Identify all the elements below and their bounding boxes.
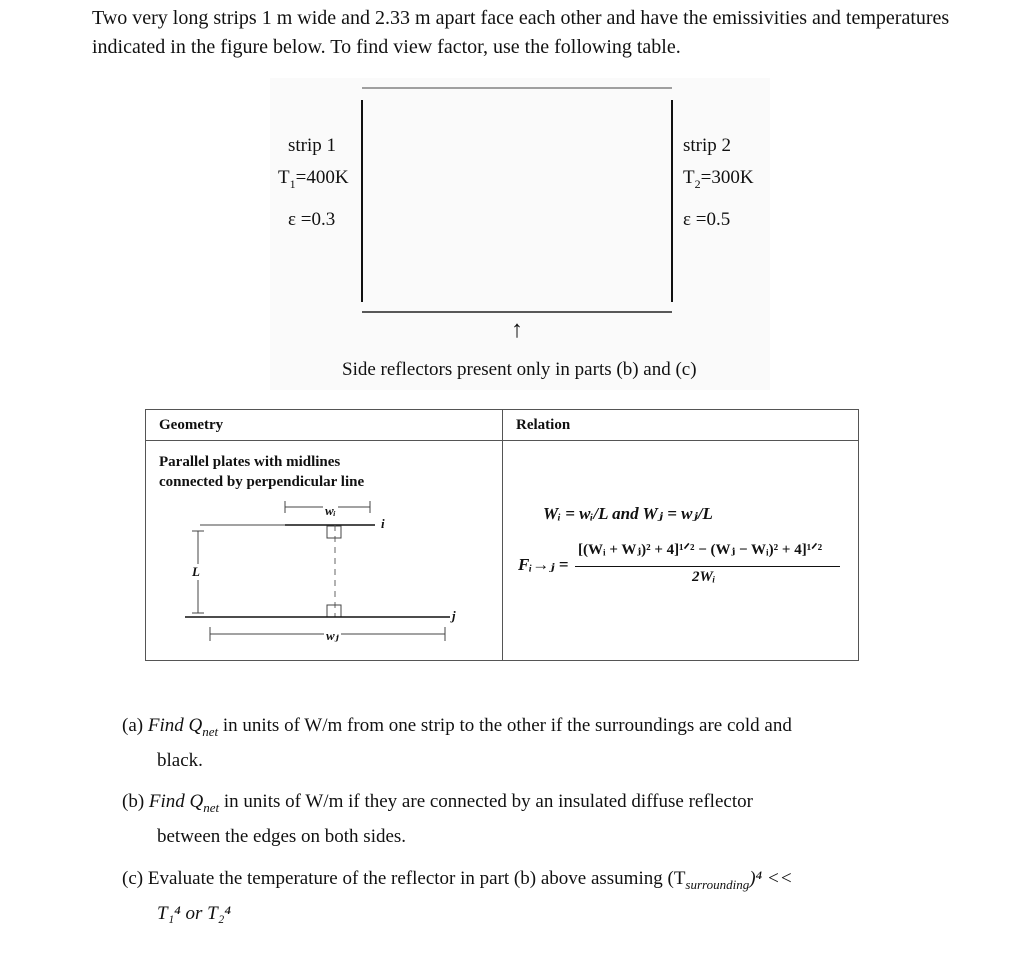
strips-diagram [270, 78, 770, 390]
strip-1-temp: $T_1=400K$ [278, 167, 349, 191]
question-c: (c) Evaluate the temperature of the reflector in part (b) above assuming $(T_{surrounding})^4$ << T₁⁴ or T₂⁴ [122, 868, 793, 924]
relation-equation-2-lhs: Fᵢ→ⱼ = [518, 555, 569, 574]
geometry-description: Parallel plates with midlines connected by perpendicular line [159, 454, 365, 490]
geometry-header: Geometry [159, 417, 224, 433]
strip-2-name: strip 2 [683, 135, 732, 156]
problem-intro: Two very long strips 1 m wide and 2.33 m apart face each other and have the emissivities and temperatures indicated in the figure below. To find view factor, use the following table. [92, 7, 950, 58]
strip-1-name: strip 1 [288, 135, 337, 156]
relation-header: Relation [516, 417, 571, 433]
plate-i-label: i [381, 516, 385, 531]
relation-equation-1: Wᵢ = wᵢ/L and Wⱼ = wⱼ/L [543, 504, 713, 523]
up-arrow-icon: ↑ [511, 317, 523, 343]
strips-figure [270, 78, 770, 390]
strip-2-temp: $T_2=300K$ [683, 167, 754, 191]
L-label: L [192, 564, 200, 579]
figure-caption: Side reflectors present only in parts (b) and (c) [342, 359, 697, 380]
relation-equation-2-numerator: [(Wᵢ + Wⱼ)² + 4]¹ᐟ² − (Wⱼ − Wᵢ)² + 4]¹ᐟ² [578, 542, 823, 558]
fraction-line [575, 566, 840, 567]
question-b: (b) Find $Q_{net}$ in units of W/m if they are connected by an insulated diffuse reflector between the edges on both sides. [122, 791, 753, 847]
strip-2-emissivity: ε =0.5 [683, 209, 731, 230]
question-a: (a) Find $Q_{net}$ in units of W/m from one strip to the other if the surroundings are cold and black. [122, 715, 792, 771]
wj-label: wⱼ [326, 628, 339, 643]
plate-j-label: j [452, 608, 456, 623]
strip-1-emissivity: ε =0.3 [288, 209, 336, 230]
relation-equation-2-denominator: 2Wᵢ [692, 569, 716, 585]
wi-label: wᵢ [325, 503, 336, 518]
